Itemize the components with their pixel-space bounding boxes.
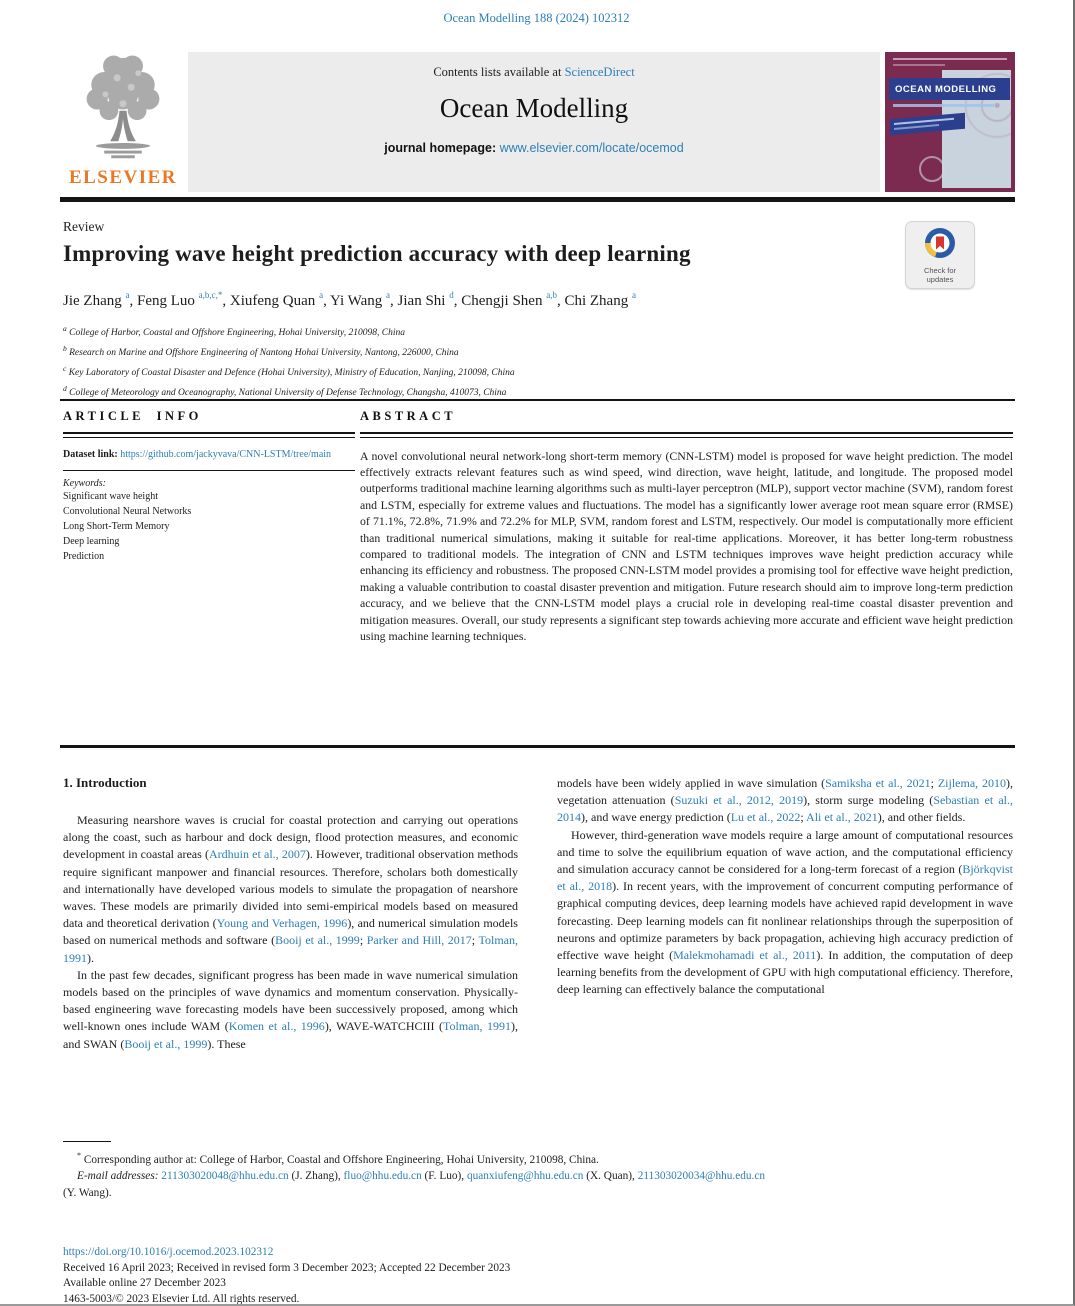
affiliation-list [63, 321, 943, 402]
cover-journal-title: OCEAN MODELLING [895, 83, 997, 95]
author-list: Jie Zhang $^a$, Feng Luo $^{a,b,c,*}$, Xiufeng Quan $^a$, Yi Wang $^a$, Jian Shi $^d$, Chengji Shen $^{a,b}$, Chi Zhang $^a$ [63, 290, 636, 309]
issn-copyright-line: 1463-5003/© 2023 Elsevier Ltd. All rights reserved. [63, 1292, 300, 1305]
citation-link[interactable]: quanxiufeng@hhu.edu.cn [466, 1170, 584, 1183]
keyword-item: Prediction [63, 550, 105, 562]
paragraph [63, 1168, 1013, 1185]
citation-link[interactable]: Sebastian et al., 2014 [557, 793, 1014, 825]
affiliation-line: $^a$ College of Harbor, Coastal and Offshore Engineering, Hohai University, 210098, China [63, 324, 405, 339]
author-affiliation-sup: a [386, 290, 391, 300]
section-heading-introduction: 1. Introduction [63, 775, 147, 790]
double-rule [63, 432, 355, 438]
keywords-label: Keywords: [63, 477, 106, 489]
author-name: Jian Shi $^d$ [397, 290, 454, 309]
journal-masthead [60, 52, 1015, 192]
text-segment: (Y. Wang). [63, 1186, 112, 1199]
author-name: Xiufeng Quan $^a$ [229, 290, 324, 309]
abstract-heading: ABSTRACT [360, 409, 457, 423]
author-affiliation-sup: d [449, 290, 454, 300]
abstract-text: A novel convolutional neural network-long short-term memory (CNN-LSTM) model is proposed for wave height prediction. The model effectively extracts relevant features such as wind speed, wind direction, wave height, latitude, and longitude. The proposed model outperforms traditional machine learning algorithms such as multi-layer perceptron (MLP), support vector machine (SVM), random forest and LSTM, especially for extreme values and fluctuations. The model has a significantly lower average root mean square error (RMSE) of 71.1%, 72.8%, 71.9% and 72.2% for MLP, SVM, random forest and LSTM, respectively. Our model is computationally more efficient than traditional numerical simulations, making it suitable for real-time applications. Moreover, it has better long-term robustness compared to traditional models. The integration of CNN and LSTM techniques improves wave height prediction accuracy while enhancing its efficiency and robustness. The proposed CNN-LSTM model provides a promising tool for effective wave height prediction, making a valuable contribution to coastal disaster prevention and mitigation. Future research should aim to improve long-term prediction accuracy, and we believe that the CNN-LSTM model plays a crucial role in developing real-time coastal disaster prevention and mitigation measures. Overall, our study represents a significant step towards achieving more accurate and efficient wave height prediction using machine learning techniques. [360, 448, 1013, 643]
available-online-line: Available online 27 December 2023 [63, 1277, 226, 1290]
affiliation-line: $^d$ College of Meteorology and Oceanography, National University of Defense Technology, Changsha, 410073, China [63, 384, 507, 399]
cover-decoration [893, 64, 945, 66]
text-segment: ), storm surge modeling ( [803, 793, 934, 808]
author-name: Chengji Shen $^{a,b}$ [461, 290, 557, 309]
right-column-paragraphs [557, 775, 1013, 999]
citation-link[interactable]: Tolman, 1991 [443, 1019, 511, 1034]
keywords-list [63, 489, 355, 564]
journal-citation-link[interactable]: Ocean Modelling 188 (2024) 102312 [443, 11, 630, 25]
text-segment: ), and SWAN ( [63, 1019, 518, 1051]
paragraph [557, 827, 1013, 999]
citation-link[interactable]: fluo@hhu.edu.cn [343, 1170, 422, 1183]
text-segment: ), vegetation attenuation ( [557, 776, 1013, 808]
citation-link[interactable]: Ardhuin et al., 2007 [208, 847, 306, 862]
keyword-item: Convolutional Neural Networks [63, 505, 192, 517]
text-segment: E-mail addresses: [77, 1170, 162, 1183]
text-segment: ), WAVE-WATCHCIII ( [324, 1019, 443, 1034]
homepage-url-link[interactable]: www.elsevier.com/locate/ocemod [499, 141, 684, 155]
journal-cover-thumbnail [885, 52, 1015, 192]
body-left-column [63, 775, 518, 1053]
citation-link[interactable]: Samiksha et al., 2021 [825, 776, 931, 790]
citation-link[interactable]: Tolman, 1991 [63, 933, 518, 965]
author-name: Jie Zhang $^a$ [63, 290, 130, 309]
text-segment: ; [359, 933, 367, 948]
contents-line [188, 52, 880, 80]
citation-link[interactable]: Suzuki et al., 2012, 2019 [674, 793, 804, 808]
text-segment: (F. Luo), [421, 1170, 467, 1183]
received-dates-line: Received 16 April 2023; Received in revised form 3 December 2023; Accepted 22 December 2023 [63, 1261, 511, 1274]
footnote-rule [63, 1141, 111, 1142]
cover-decoration [919, 156, 945, 182]
text-segment: However, third-generation wave models require a large amount of computational resources and time to solve the equilibrium equation of wave action, and the computational efficiency and simulation accuracy cannot be considered for a long-term forecast of a region ( [557, 827, 1013, 877]
paragraph [63, 812, 518, 967]
text-segment: ), and other fields. [877, 810, 966, 825]
badge-label: Check for updates [923, 266, 957, 284]
article-info-heading: ARTICLE INFO [63, 409, 202, 423]
author-name: Yi Wang $^a$ [330, 290, 391, 309]
homepage-line [188, 141, 880, 155]
sciencedirect-link[interactable]: ScienceDirect [564, 65, 635, 79]
author-affiliation-sup: a [125, 290, 130, 300]
journal-title: Ocean Modelling [439, 93, 629, 123]
affiliation-line: $^b$ Research on Marine and Offshore Engineering of Nantong Hohai University, Nantong, 226000, China [63, 344, 459, 359]
keyword-item: Deep learning [63, 535, 120, 547]
cover-decoration [893, 104, 994, 107]
text-segment: (X. Quan), [583, 1170, 638, 1183]
text-segment: Dataset link: [63, 448, 121, 460]
check-for-updates-badge[interactable] [905, 221, 975, 289]
crossmark-icon [923, 226, 957, 260]
text-segment: ). However, traditional observation methods require significant manpower and financial resources. Therefore, scholars both domestically and internationally have developed various models to simulate the propagation of nearshore waves. These models are primarily divided into semi-empirical models based on measured data and theoretical derivation ( [63, 847, 518, 931]
text-segment: ). These [207, 1036, 246, 1051]
footnote-block [63, 1141, 1013, 1201]
citation-link[interactable]: Booij et al., 1999 [124, 1036, 208, 1051]
paragraph [63, 1185, 1013, 1202]
homepage-label: journal homepage: [384, 141, 500, 155]
paragraph [557, 775, 1013, 827]
text-segment: In the past few decades, significant progress has been made in wave numerical simulation models based on the principles of wave dynamics and momentum conservation. Physically-based engineering wave forecasting models have been successively proposed, among which well-known ones include WAM ( [63, 967, 518, 1034]
citation-link[interactable]: Zijlema, 2010 [937, 776, 1006, 790]
article-info-column [63, 409, 355, 564]
abstract-column [360, 409, 1013, 644]
keyword-item: Significant wave height [63, 490, 158, 502]
abstract-bottom-rule [60, 745, 1015, 748]
citation-link[interactable]: Parker and Hill, 2017 [366, 933, 472, 948]
contents-prefix: Contents lists available at [433, 65, 565, 79]
paragraph [63, 1148, 1013, 1168]
author-affiliation-sup: a,b [546, 290, 557, 300]
text-segment: ). In recent years, with the improvement of concurrent computing performance of graphical computing devices, deep learning models have achieved rapid development in wave forecasting. Deep learning models can fit nonlinear relationships through the superposition of neurons and optimize parameters by back propagation, achieving high accuracy prediction of effective wave height ( [557, 879, 1013, 963]
citation-link[interactable]: https://github.com/jackyvava/CNN-LSTM/tree/main [120, 448, 332, 460]
paragraph [63, 967, 518, 1053]
section-divider-rule [60, 399, 1015, 401]
article-title: Improving wave height prediction accuracy with deep learning [63, 241, 691, 266]
text-segment: Measuring nearshore waves is crucial for coastal protection and carrying out operations along the coast, such as harbour and dock design, flood protection measures, and economic development in coastal areas ( [63, 813, 518, 862]
text-segment: models have been widely applied in wave simulation ( [557, 776, 826, 790]
text-segment: ; [471, 933, 479, 948]
text-segment: ; [930, 776, 938, 790]
citation-link[interactable]: Lu et al., 2022 [730, 810, 801, 825]
info-divider-rule [63, 470, 355, 471]
citation-link[interactable]: Malekmohamadi et al., 2011 [673, 948, 817, 963]
footnote-lines [63, 1148, 1013, 1201]
citation-link[interactable]: 211303020048@hhu.edu.cn [161, 1170, 289, 1183]
text-segment: ). [87, 950, 94, 965]
affiliation-line: $^c$ Key Laboratory of Coastal Disaster and Defence (Hohai University), Ministry of Education, Nanjing, 210098, China [63, 364, 515, 379]
citation-link[interactable]: Komen et al., 1996 [228, 1019, 325, 1034]
citation-link[interactable]: 211303020034@hhu.edu.cn [637, 1170, 766, 1183]
body-right-column [557, 775, 1013, 999]
text-segment: * [77, 1151, 81, 1160]
elsevier-tree-icon [64, 52, 182, 160]
publication-info-block [63, 1245, 1013, 1306]
text-segment: ), and wave energy prediction ( [581, 810, 731, 825]
elsevier-logo [60, 52, 186, 192]
text-segment: ). In addition, the computation of deep learning benefits from the development of GPU with high computational efficiency. Therefore, deep learning can effectively balance the computational [557, 948, 1013, 997]
cover-decoration [893, 58, 1007, 60]
text-segment: ), and numerical simulation models based on numerical methods and software ( [63, 916, 518, 948]
citation-link[interactable]: Booij et al., 1999 [275, 933, 360, 948]
text-segment: ; [800, 810, 807, 825]
keyword-item: Long Short-Term Memory [63, 520, 170, 532]
article-type-label: Review [63, 219, 105, 234]
citation-link[interactable]: Björkqvist et al., 2018 [557, 862, 1013, 894]
dataset-link-line [63, 447, 355, 462]
masthead-center-panel [188, 52, 880, 192]
author-affiliation-sup: a [631, 290, 636, 300]
masthead-divider-rule [60, 197, 1015, 202]
author-name: Chi Zhang $^a$ [564, 290, 636, 309]
cover-title-band [889, 78, 1010, 100]
left-column-paragraphs [63, 812, 518, 1053]
text-segment: (J. Zhang), [288, 1170, 344, 1183]
citation-link[interactable]: Ali et al., 2021 [806, 810, 878, 825]
text-segment: Corresponding author at: College of Harbor, Coastal and Offshore Engineering, Hohai University, 210098, China. [81, 1153, 599, 1166]
author-affiliation-sup: a,b,c,* [198, 290, 223, 300]
citation-link[interactable]: Young and Verhagen, 1996 [216, 916, 348, 931]
author-name: Feng Luo $^{a,b,c,*}$ [136, 290, 223, 309]
author-affiliation-sup: a [319, 290, 324, 300]
elsevier-wordmark: ELSEVIER [68, 167, 178, 188]
doi-link[interactable]: https://doi.org/10.1016/j.ocemod.2023.102312 [63, 1246, 274, 1258]
double-rule [360, 432, 1013, 438]
